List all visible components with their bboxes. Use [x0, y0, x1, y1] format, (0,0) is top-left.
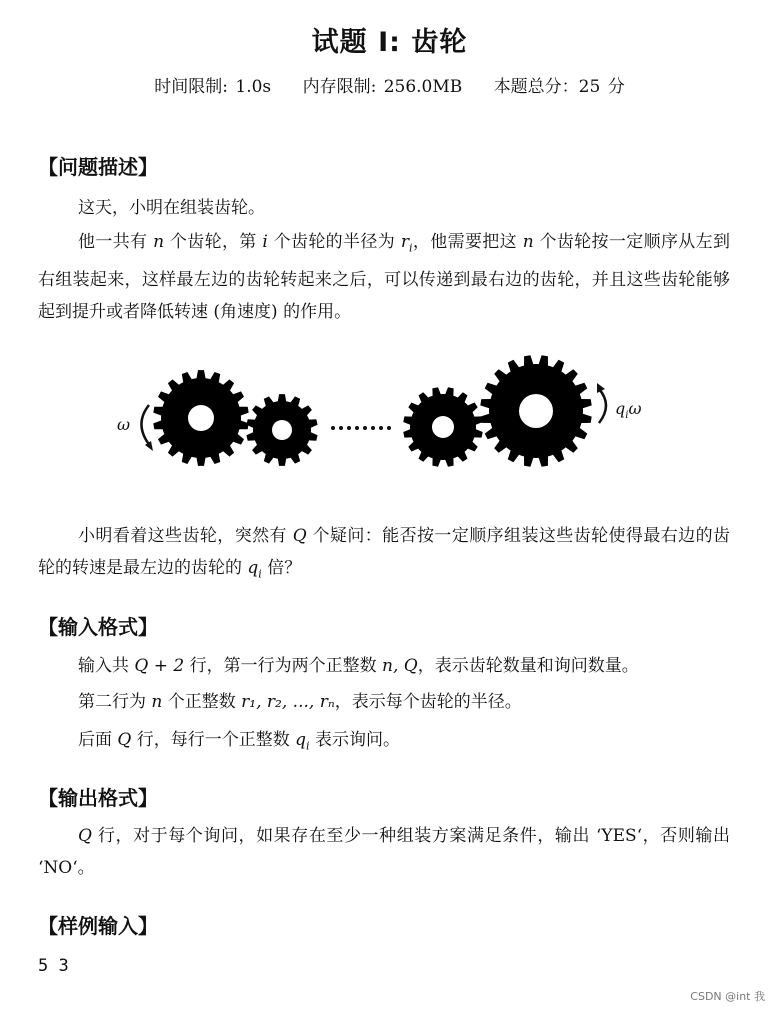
output-heading: 【输出格式】 [38, 786, 158, 810]
gear-icon [246, 394, 317, 466]
input-heading: 【输入格式】 [38, 615, 158, 639]
ellipsis-dots [331, 426, 391, 430]
sample-input-heading: 【样例输入】 [38, 914, 158, 938]
output-line-1: Q 行，对于每个询问，如果存在至少一种组装方案满足条件，输出 ‘YES‘，否则输出 ‘NO‘。 [38, 826, 730, 878]
left-omega-label: ω [117, 415, 131, 434]
page-title: 试题 I: 齿轮 [311, 27, 468, 58]
problem-heading: 【问题描述】 [38, 155, 158, 179]
watermark: CSDN @int 我 [690, 990, 765, 1003]
problem-paragraph-1: 这天，小明在组装齿轮。 [78, 198, 265, 218]
problem-paragraph-2: 他一共有 n 个齿轮，第 i 个齿轮的半径为 $r_i$，他需要把这 n 个齿轮按一定顺序从左到右组装起来，这样最左边的齿轮转起来之后，可以传递到最右边的齿轮，并且这些齿轮能够起到提升或者降低转速 (角速度) 的作用。 [38, 232, 731, 323]
gear-icon [480, 355, 591, 466]
problem-paragraph-3: 小明看着这些齿轮，突然有 Q 个疑问：能否按一定顺序组装这些齿轮使得最右边的齿轮的转速是最左边的齿轮的 $q_i$ 倍？ [38, 526, 730, 581]
input-line-2: 第二行为 n 个正整数 r₁, r₂, ..., rₙ，表示每个齿轮的半径。 [78, 692, 522, 712]
memory-limit: 内存限制: 256.0MB [302, 77, 463, 97]
time-limit: 时间限制: 1.0s [154, 77, 272, 97]
gear-icon [403, 387, 482, 466]
input-line-3: 后面 Q 行，每行一个正整数 $q_i$ 表示询问。 [78, 730, 400, 753]
gear-icon [153, 370, 248, 466]
right-rotation-arrow-icon [597, 383, 606, 423]
right-qi-omega-label: $q_i\omega$ [615, 399, 642, 421]
left-rotation-arrow-icon [141, 405, 153, 451]
input-line-1: 输入共 Q + 2 行，第一行为两个正整数 n, Q，表示齿轮数量和询问数量。 [78, 656, 639, 676]
sample-input-line-1: 5 3 [38, 956, 69, 976]
limits-row [0, 72, 779, 97]
gear-train-figure [105, 345, 665, 475]
total-score: 本题总分：25 分 [493, 77, 625, 97]
